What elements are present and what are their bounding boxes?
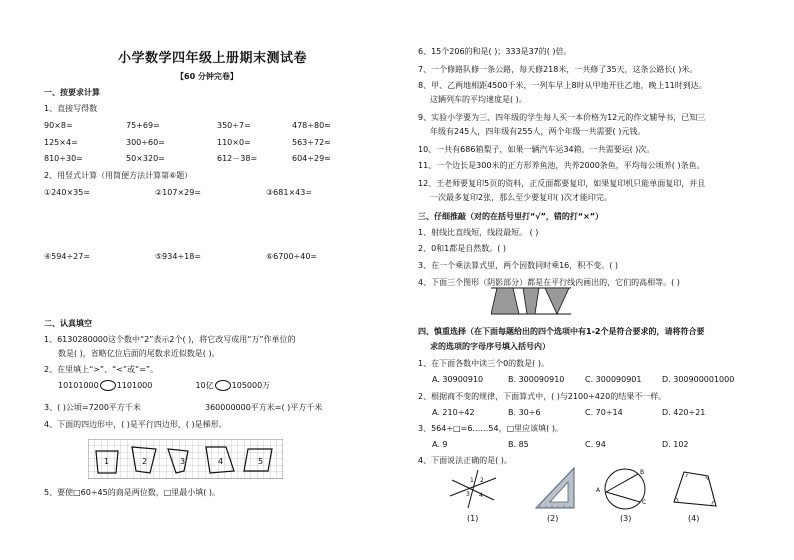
- circle-point-label: C: [642, 499, 647, 506]
- fill-q5: 5、要使□60÷45的商是两位数，□里最小填( )。: [44, 488, 221, 497]
- choice-option: A. 210÷42: [432, 408, 475, 417]
- shape-number: 5: [258, 457, 264, 466]
- shape-number: 1: [104, 457, 110, 466]
- choice-option: D. 102: [662, 440, 689, 449]
- circle-point-label: B: [640, 469, 645, 476]
- calc-cell: 125×4=: [44, 138, 78, 147]
- vertical-calc: ③681×43=: [266, 188, 313, 197]
- compare-row: [58, 380, 270, 391]
- choice-option: D. 300900001000: [662, 375, 735, 384]
- vertical-calc: ②107×29=: [155, 188, 202, 197]
- parallel-shapes-figure: [491, 286, 571, 316]
- choice-option: A. 9: [432, 440, 448, 449]
- section-2-heading: 二、认真填空: [44, 319, 92, 328]
- calc-cell: 604÷29≈: [292, 154, 331, 163]
- calc-cell: 50×320=: [126, 154, 165, 163]
- figure-angle-number: 1: [470, 477, 474, 484]
- fill-q4: 4、下面的四边形中，( )是平行四边形，( )是梯形。: [44, 420, 227, 429]
- judge-q1: 1、射线比直线短，线段最短。 ( ): [418, 228, 539, 237]
- set-square-figure: [530, 464, 580, 512]
- page-subtitle: 【60 分钟完卷】: [176, 72, 238, 81]
- compare-left-2: 10亿: [195, 381, 214, 390]
- vertical-calc: ④594÷27=: [44, 252, 91, 261]
- calc-cell: 563÷72≈: [292, 138, 331, 147]
- fill-q10: 10、一共有686箱梨子，如果一辆汽车运34箱，一共需要运( )次。: [418, 145, 655, 154]
- calc-cell: 612－38=: [217, 154, 258, 163]
- figure-label: (1): [467, 514, 479, 523]
- choice-option: B. 85: [508, 440, 529, 449]
- figure-label: (2): [547, 514, 559, 523]
- choice-option: B. 30÷6: [508, 408, 541, 417]
- figure-angle-number: 3: [466, 491, 470, 498]
- fill-q12-line2: 一次最多复印2张，那么至少要复印( )次才能印完。: [430, 193, 612, 202]
- section-1-heading: 一、按要求计算: [44, 88, 100, 97]
- compare-right-1: 1101000: [116, 381, 153, 390]
- vertical-calc: ⑤934÷18=: [155, 252, 202, 261]
- sub-heading-direct: 1、直接写得数: [44, 104, 98, 113]
- fill-q2: 2、在里填上“>”、“<”或“=”。: [44, 365, 159, 374]
- section-3-heading: 三、仔细推敲（对的在括号里打“√”，错的打“×”）: [418, 212, 604, 221]
- calc-cell: 478÷80≈: [292, 121, 331, 130]
- fill-q1-line2: 数是( )，省略亿位后面的尾数求近似数是( )。: [58, 349, 220, 358]
- vertical-calc: ⑥6700÷40=: [266, 252, 318, 261]
- choice-q3: 3、564÷□=6……54，□里应该填( )。: [418, 424, 563, 433]
- choice-option: A. 30900910: [432, 375, 484, 384]
- fill-q9-line2: 年级有245人，四年级有255人，两个年级一共需要( )元钱。: [430, 127, 646, 136]
- fill-q3-b: 360000000平方米=( )平方千米: [205, 403, 323, 412]
- calc-cell: 300÷60=: [126, 138, 165, 147]
- shape-number: 4: [218, 457, 224, 466]
- choice-option: B. 300090910: [508, 375, 565, 384]
- fill-q7: 7、一个修路队修一条公路，每天修218米，一共修了35天，这条公路长( )米。: [418, 65, 698, 74]
- page-title: 小学数学四年级上册期末测试卷: [118, 51, 308, 66]
- fill-q3-a: 3、( )公顷=7200平方千米: [44, 403, 141, 412]
- sub-heading-vertical: 2、用竖式计算（用简便方法计算第⑥题）: [44, 171, 193, 180]
- figure-label: (3): [620, 514, 632, 523]
- choice-option: C. 94: [585, 440, 606, 449]
- figure-label: (4): [688, 514, 700, 523]
- choice-q2: 2、根据商不变的规律，下面算式中，( )与2100÷420的结果不一样。: [418, 392, 667, 401]
- choice-option: D. 420÷21: [662, 408, 706, 417]
- calc-cell: 810÷30=: [44, 154, 83, 163]
- fill-q6: 6、15个206的和是( )；333是37的( )倍。: [418, 47, 572, 56]
- intersecting-lines-figure: [448, 466, 498, 510]
- calc-cell: 110×0=: [217, 138, 251, 147]
- compare-oval[interactable]: [215, 380, 231, 391]
- figure-angle-number: 4: [479, 492, 483, 499]
- fill-q8-line2: 这辆列车的平均速度是( )。: [430, 95, 527, 104]
- compare-left-1: 10101000: [58, 381, 99, 390]
- calc-cell: 90×8=: [44, 121, 73, 130]
- choice-option: C. 70÷14: [585, 408, 623, 417]
- judge-q3: 3、在一个乘法算式里，两个因数同时乘16，积不变。( ): [418, 261, 619, 270]
- compare-oval[interactable]: [100, 380, 116, 391]
- fill-q9-line1: 9、实验小学要为三、四年级的学生每人买一本价格为12元的作文辅导书，已知三: [418, 113, 706, 122]
- judge-q2: 2、0和1都是自然数。( ): [418, 244, 507, 253]
- judge-q4: 4、下面三个图形（阴影部分）都是在平行线内画出的，它们的高相等。( ): [418, 278, 680, 287]
- section-4-heading-line2: 求的选项的字母序号填入括号内）: [430, 342, 550, 351]
- shape-number: 3: [180, 457, 186, 466]
- shape-number: 2: [142, 457, 148, 466]
- calc-cell: 75+69=: [126, 121, 160, 130]
- fill-q11: 11、一个边长是300米的正方形养鱼池，共养2000条鱼，平均每公顷养( )条鱼。: [418, 161, 705, 170]
- fill-q12-line1: 12、王老师要复印5页的资料，正反面都要复印，如果复印机只能单面复印，并且: [418, 179, 706, 188]
- quadrilateral-grid-figure: [88, 439, 283, 479]
- choice-option: C. 300090901: [585, 375, 642, 384]
- fill-q1-line1: 1、6130280000这个数中“2”表示2个( )，将它改写成用“万”作单位的: [44, 335, 296, 344]
- compare-right-2: 105000万: [231, 381, 271, 390]
- section-4-heading-line1: 四、慎重选择（在下面每题给出的四个选项中有1-2个是符合要求的，请将符合要: [418, 327, 705, 336]
- choice-q1: 1、在下面各数中读三个0的数是( )。: [418, 359, 549, 368]
- vertical-calc: ①240×35=: [44, 188, 91, 197]
- quadrilateral-angles-figure: [672, 468, 720, 510]
- circle-point-label: A: [596, 487, 601, 494]
- calc-cell: 350÷7=: [217, 121, 251, 130]
- figure-angle-number: 2: [480, 477, 484, 484]
- fill-q8-line1: 8、甲、乙两地相距4500千米，一列车早上8时从甲地开往乙地，晚上11时到达。: [418, 81, 707, 90]
- choice-q4: 4、下面说法正确的是( )。: [418, 456, 512, 465]
